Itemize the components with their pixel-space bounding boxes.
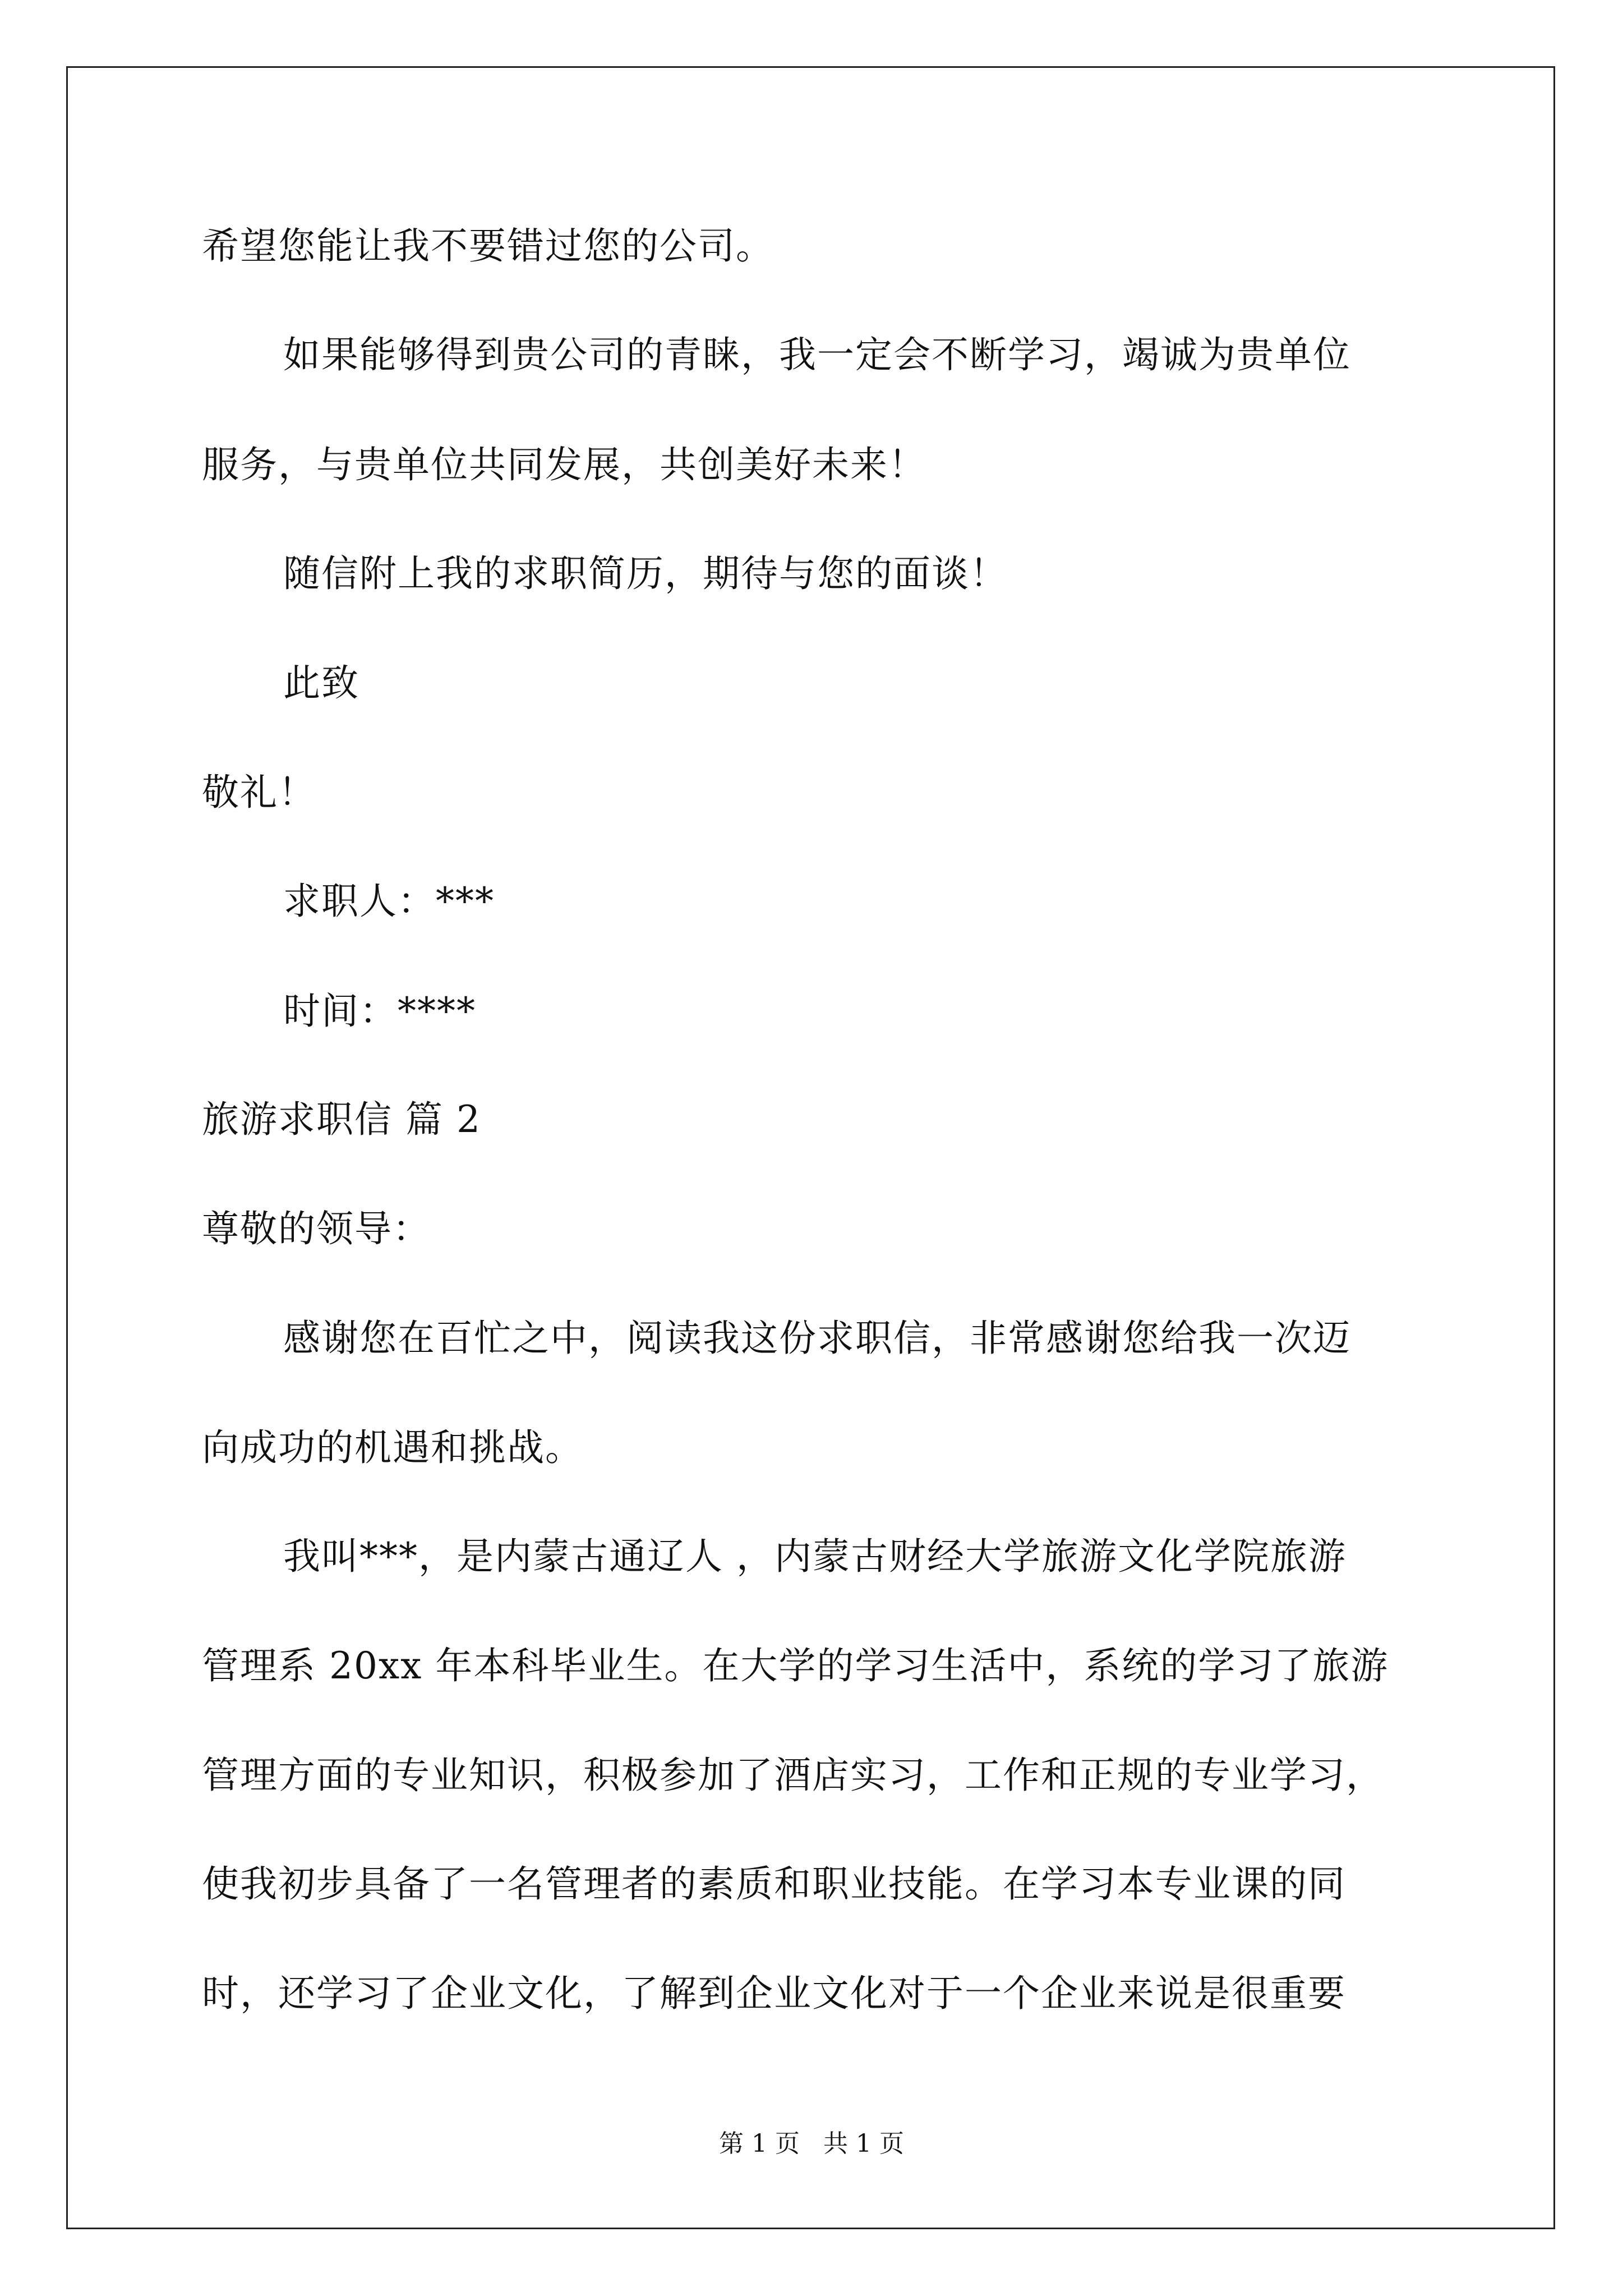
text-line-2: 如果能够得到贵公司的青睐，我一定会不断学习，竭诚为贵单位 bbox=[283, 333, 1351, 376]
text-line-5: 此致 bbox=[283, 661, 359, 705]
page-footer: 第 1 页 共 1 页 bbox=[719, 2129, 904, 2158]
text-line-16: 使我初步具备了一名管理者的素质和职业技能。在学习本专业课的同 bbox=[202, 1862, 1346, 1906]
text-line-7: 求职人：*** bbox=[283, 880, 495, 923]
text-line-10: 尊敬的领导： bbox=[202, 1207, 431, 1250]
text-line-14: 管理系 20xx 年本科毕业生。在大学的学习生活中，系统的学习了旅游 bbox=[202, 1644, 1389, 1687]
text-line-1: 希望您能让我不要错过您的公司。 bbox=[202, 224, 774, 268]
text-line-6: 敬礼！ bbox=[202, 771, 316, 814]
text-line-3: 服务，与贵单位共同发展，共创美好未来！ bbox=[202, 443, 926, 486]
text-line-4: 随信附上我的求职简历，期待与您的面谈！ bbox=[283, 552, 1008, 595]
text-line-12: 向成功的机遇和挑战。 bbox=[202, 1426, 583, 1469]
text-line-17: 时，还学习了企业文化，了解到企业文化对于一个企业来说是很重要 bbox=[202, 1972, 1346, 2015]
section-heading: 旅游求职信 篇 2 bbox=[202, 1098, 481, 1141]
text-line-8: 时间：**** bbox=[283, 990, 476, 1033]
text-line-11: 感谢您在百忙之中，阅读我这份求职信，非常感谢您给我一次迈 bbox=[283, 1317, 1351, 1360]
text-line-13: 我叫***，是内蒙古通辽人 ，内蒙古财经大学旅游文化学院旅游 bbox=[283, 1535, 1347, 1578]
text-line-15: 管理方面的专业知识，积极参加了酒店实习，工作和正规的专业学习， bbox=[202, 1754, 1384, 1797]
